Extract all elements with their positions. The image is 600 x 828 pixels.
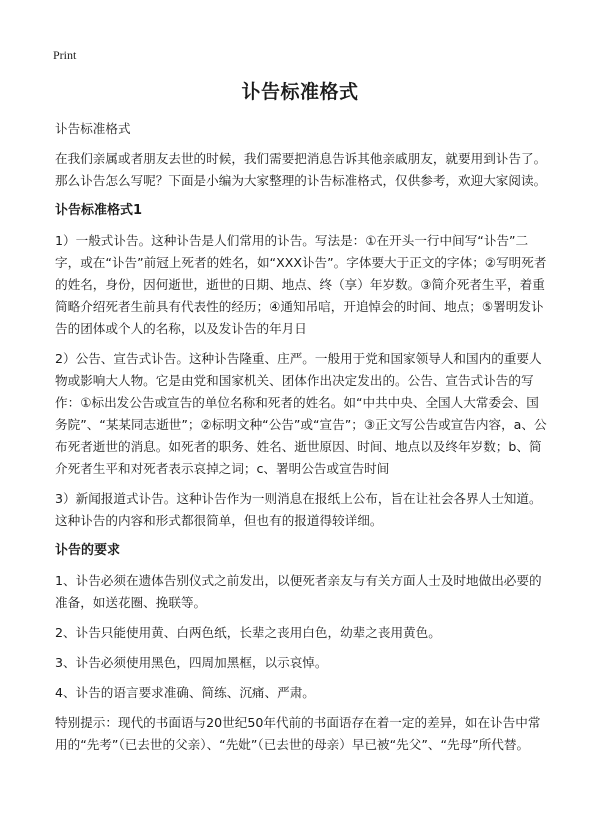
requirement-item: 3、讣告必须使用黑色，四周加黑框，以示哀悼。: [55, 655, 328, 670]
requirement-item: 2、讣告只能使用黄、白两色纸，长辈之丧用白色，幼辈之丧用黄色。: [55, 625, 441, 640]
requirement-item: 4、讣告的语言要求准确、简练、沉痛、严肃。: [55, 685, 315, 700]
format-paragraph-1: 1）一般式讣告。这种讣告是人们常用的讣告。写法是：①在开头一行中间写“讣告”二字，或在“讣告”前冠上死者的姓名，如“XXX讣告”。字体要大于正文的字体；②写明死者的姓名，身份，因何逝世，逝世的日期、地点、终（享）年岁数。③简介死者生平，着重简略介绍死者生前具有代表性的经历；④通知吊唁，开追悼会的时间、地点；⑤署明发讣告的团体或个人的名称，以及发讣告的年月日: [55, 233, 547, 336]
requirement-item: 1、讣告必须在遗体告别仪式之前发出，以便死者亲友与有关方面人士及时地做出必要的准备，如送花圈、挽联等。: [55, 573, 542, 610]
section-heading-format: 讣告标准格式1: [55, 203, 143, 218]
intro-paragraph: 在我们亲属或者朋友去世的时候，我们需要把消息告诉其他亲戚朋友，就要用到讣告了。那么讣告怎么写呢？下面是小编为大家整理的讣告标准格式，仅供参考，欢迎大家阅读。: [55, 151, 547, 188]
section-heading-requirements: 讣告的要求: [55, 543, 121, 558]
print-link[interactable]: Print: [53, 48, 77, 62]
format-paragraph-2: 2）公告、宣告式讣告。这种讣告隆重、庄严。一般用于党和国家领导人和国内的重要人物或影响大人物。它是由党和国家机关、团体作出决定发出的。公告、宣告式讣告的写作：①标出发公告或宣告的单位名称和死者的姓名。如“中共中央、全国人大常委会、国务院”、“某某同志逝世”；②标明文种“公告”或“宣告”；③正文写公告或宣告内容，a、公布死者逝世的消息。如死者的职务、姓名、逝世原因、时间、地点以及终年岁数；b、简介死者生平和对死者表示哀掉之词；c、署明公告或宣告时间: [55, 351, 547, 476]
article-subtitle: 讣告标准格式: [55, 121, 131, 136]
page-title: 讣告标准格式: [241, 81, 359, 103]
article-body: [55, 118, 550, 764]
special-note: 特别提示：现代的书面语与20世纪50年代前的书面语存在着一定的差异，如在讣告中常用的“先考”（已去世的父亲）、“先妣”（已去世的母亲）早已被“先父”、“先母”所代替。: [55, 715, 541, 752]
format-paragraph-3: 3）新闻报道式讣告。这种讣告作为一则消息在报纸上公布，旨在让社会各界人士知道。这种讣告的内容和形式都很简单，但也有的报道得较详细。: [55, 491, 542, 528]
